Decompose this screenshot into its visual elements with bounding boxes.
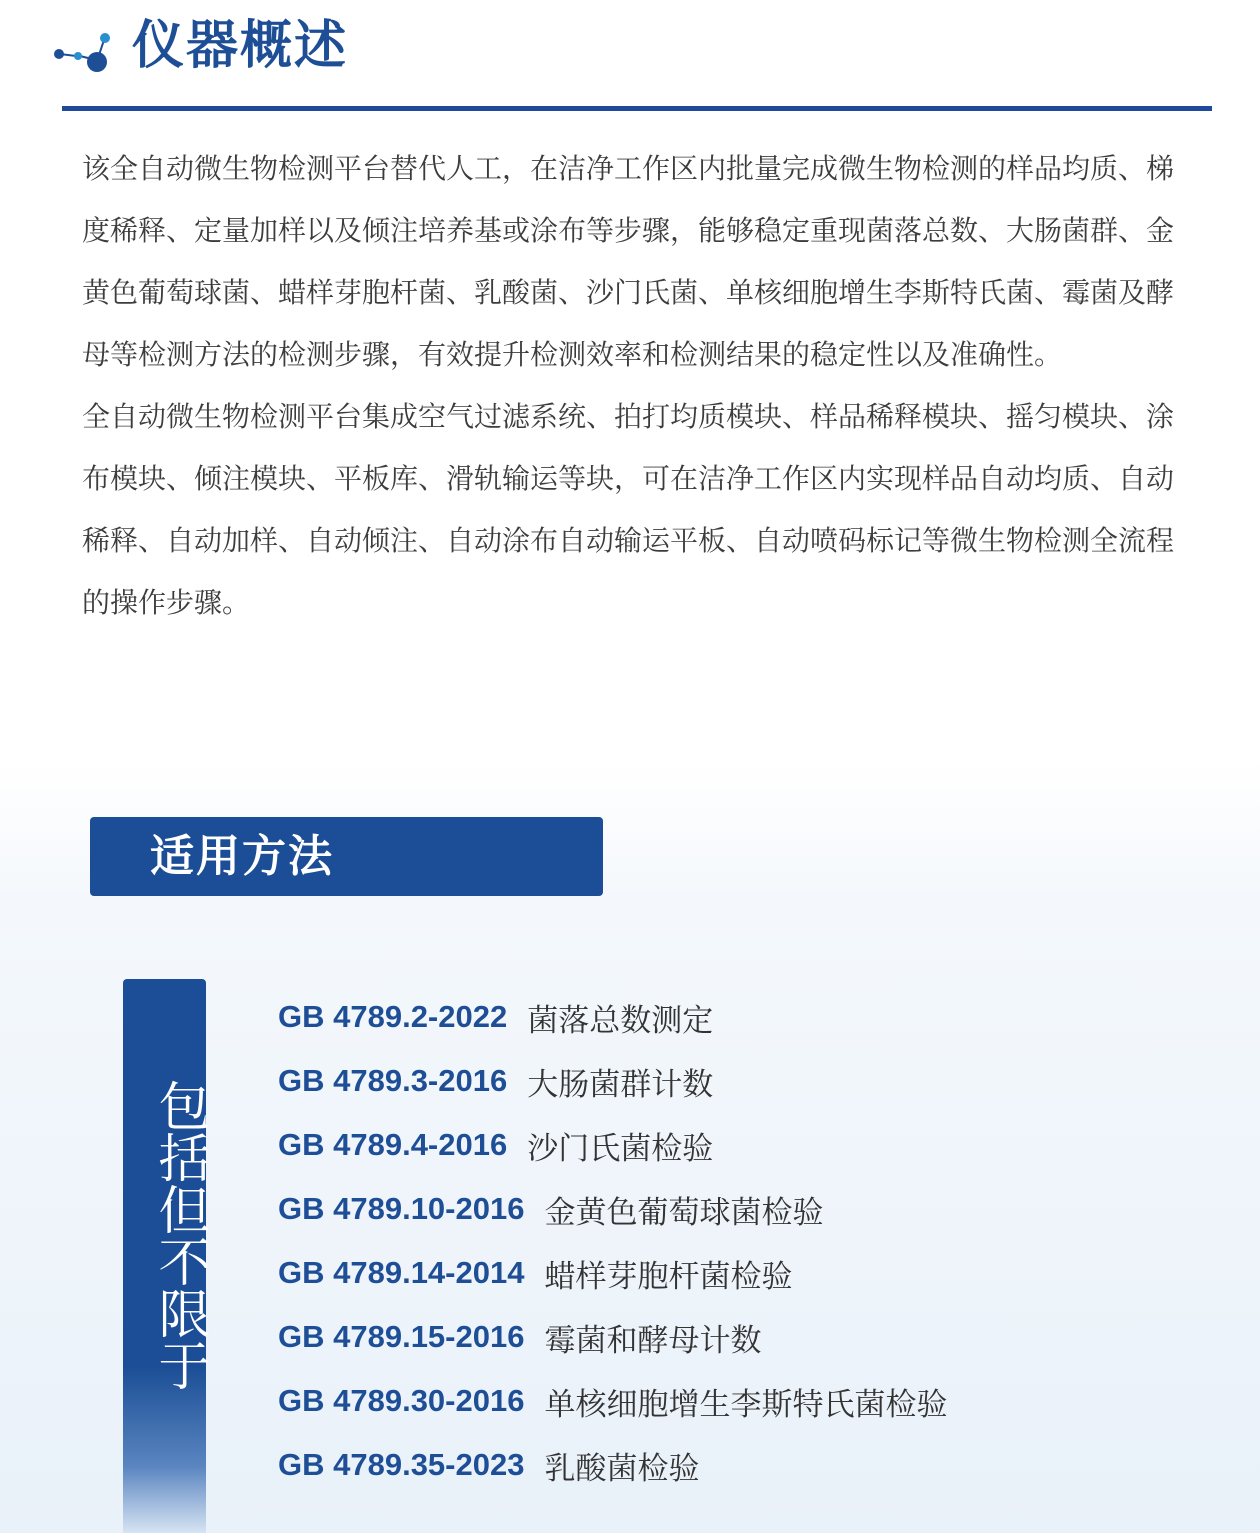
- method-item: [278, 1369, 1218, 1433]
- method-code: GB 4789.14-2014: [278, 1255, 525, 1290]
- method-code: GB 4789.2-2022: [278, 999, 508, 1034]
- method-name: 霉菌和酵母计数: [544, 1322, 762, 1359]
- header-divider: [62, 106, 1212, 111]
- method-code: GB 4789.35-2023: [278, 1447, 525, 1482]
- methods-section-title: 适用方法: [150, 831, 334, 882]
- method-code: GB 4789.30-2016: [278, 1383, 525, 1418]
- method-item: [278, 1113, 1218, 1177]
- molecule-dots-icon: [50, 16, 120, 76]
- intro-text: [82, 138, 1182, 634]
- methods-section-banner: [90, 817, 603, 896]
- method-code: GB 4789.4-2016: [278, 1127, 508, 1162]
- method-item: [278, 1049, 1218, 1113]
- method-item: [278, 1433, 1218, 1497]
- method-name: 大肠菌群计数: [527, 1066, 714, 1103]
- method-name: 金黄色葡萄球菌检验: [544, 1194, 824, 1231]
- method-item: [278, 1305, 1218, 1369]
- method-name: 沙门氏菌检验: [527, 1130, 714, 1167]
- method-item: [278, 1177, 1218, 1241]
- method-item: [278, 1241, 1218, 1305]
- methods-list: [278, 985, 1218, 1497]
- intro-paragraph-2: 全自动微生物检测平台集成空气过滤系统、拍打均质模块、样品稀释模块、摇匀模块、涂布模块、倾注模块、平板库、滑轨输运等块，可在洁净工作区内实现样品自动均质、自动稀释、自动加样、自动倾注、自动涂布自动输运平板、自动喷码标记等微生物检测全流程的操作步骤。: [82, 400, 1175, 619]
- method-name: 单核细胞增生李斯特氏菌检验: [544, 1386, 948, 1423]
- method-name: 菌落总数测定: [527, 1002, 714, 1039]
- side-label: 包括但不限于: [149, 1079, 209, 1391]
- method-code: GB 4789.10-2016: [278, 1191, 525, 1226]
- method-code: GB 4789.3-2016: [278, 1063, 508, 1098]
- method-name: 乳酸菌检验: [544, 1450, 700, 1487]
- intro-paragraph-1: 该全自动微生物检测平台替代人工，在洁净工作区内批量完成微生物检测的样品均质、梯度稀释、定量加样以及倾注培养基或涂布等步骤，能够稳定重现菌落总数、大肠菌群、金黄色葡萄球菌、蜡样芽胞杆菌、乳酸菌、沙门氏菌、单核细胞增生李斯特氏菌、霉菌及酵母等检测方法的检测步骤，有效提升检测效率和检测结果的稳定性以及准确性。: [82, 152, 1175, 371]
- method-name: 蜡样芽胞杆菌检验: [544, 1258, 793, 1295]
- page-title: 仪器概述: [132, 16, 349, 76]
- page-header: [50, 6, 348, 86]
- side-label-bar: [123, 979, 209, 1533]
- method-item: [278, 985, 1218, 1049]
- method-code: GB 4789.15-2016: [278, 1319, 525, 1354]
